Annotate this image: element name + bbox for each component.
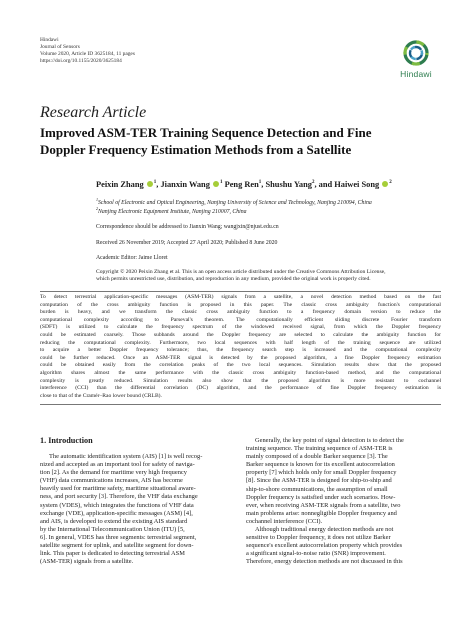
- title-line: Doppler Frequency Estimation Methods from a Satellite: [40, 142, 352, 157]
- author-name[interactable]: Haiwei Song: [334, 180, 380, 189]
- body-line: cochannel interference (CCI).: [246, 517, 323, 525]
- title-line: Improved ASM-TER Training Sequence Detection and Fine: [40, 125, 372, 140]
- body-line: satellite segment for uplink, and satellite segment for down-: [40, 542, 194, 550]
- abstract-line: close to that of the Cramér–Rao lower bound (CRLB).: [40, 392, 162, 399]
- affiliation: [96, 206, 247, 215]
- body-line: main problems arise: nonnegligible Doppler frequency and: [246, 509, 397, 517]
- body-line: property [7] which holds only for small Doppler frequency: [246, 469, 397, 477]
- body-line: link. This paper is dedicated to detecting terrestrial ASM: [40, 550, 185, 558]
- body-line: and AIS, is developed to extend the existing AIS standard: [40, 517, 188, 525]
- orcid-icon[interactable]: [147, 181, 153, 187]
- body-line: tion [2]. As the demand for maritime very high frequency: [40, 469, 187, 477]
- body-line: (ASM-TER) signals from a satellite.: [40, 558, 134, 566]
- hindawi-logo-wordmark: Hindawi: [400, 69, 432, 79]
- paper-title: [40, 124, 440, 158]
- abstract: [40, 294, 441, 400]
- article-type: Research Article: [40, 104, 147, 121]
- abstract-line: To detect terrestrial application-specific messages (ASM-TER) signals from a satellite, a novel detection method based on the fast: [40, 294, 441, 300]
- body-line: nized and accepted as an important tool for safety of naviga-: [40, 461, 195, 469]
- author-name[interactable]: Jianxin Wang: [160, 180, 210, 189]
- abstract-line: complexity is greatly reduced. Simulation results also show that the proposed algorithm is more resistant to cochannel: [40, 377, 441, 384]
- body-line: heavily used for maritime safety, maritime situational aware-: [40, 485, 196, 493]
- abstract-line: could be obtained easily from the correlation peaks of the two local sequences. Simulation results show that the proposed: [40, 362, 441, 369]
- academic-editor: Academic Editor: Jaime Lloret: [96, 255, 168, 261]
- body-line: Although traditional energy detection methods are not: [255, 526, 394, 534]
- body-line: Doppler frequency is satisfied under such scenarios. How-: [246, 493, 396, 501]
- orcid-icon[interactable]: [382, 181, 388, 187]
- abstract-bottom-rule: [40, 404, 441, 405]
- body-line: training sequence. The training sequence of ASM-TER is: [246, 445, 393, 453]
- section-heading: 1. Introduction: [40, 436, 93, 445]
- body-line: Barker sequence is known for its excellent autocorrelation: [246, 461, 395, 469]
- body-line: ship-to-shore communications, the assumption of small: [246, 485, 388, 493]
- affiliation-text: School of Electronic and Optical Engineering, Nanjing University of Science and Technology, Nanjing 210094, China: [98, 199, 372, 206]
- affiliation-text: Nanjing Electronic Equipment Institute, Nanjing 210007, China: [98, 208, 247, 215]
- abstract-line: burden is heavy, and we transform the classic cross ambiguity function to a frequency domain version to reduce the: [40, 309, 441, 316]
- right-column: [246, 437, 442, 567]
- affiliation-number: 1: [96, 197, 98, 202]
- body-line: ness, and port security [3]. Therefore, the VHF data exchange: [40, 493, 198, 501]
- author-affil-mark: 1: [258, 180, 262, 186]
- hindawi-logo: [394, 38, 438, 79]
- abstract-line: to acquire a better Doppler frequency tolerance; thus, the frequency search step is increased and the computational complexity: [40, 347, 441, 354]
- author-name[interactable]: Peng Ren: [224, 180, 259, 189]
- body-line: system (VDES), which integrates the functions of VHF data: [40, 501, 194, 509]
- affiliation-number: 2: [96, 206, 98, 211]
- copyright-line: Copyright © 2020 Peixin Zhang et al. This is an open access article distributed under the Creative Commons Attribution License,: [96, 269, 386, 275]
- abstract-top-rule: [40, 291, 441, 292]
- orcid-icon[interactable]: [213, 181, 219, 187]
- abstract-line: could be further reduced. Once an ASM-TER signal is detected by the proposed algorithm, a fine Doppler frequency estimation: [40, 354, 441, 361]
- copyright-line: which permits unrestricted use, distribution, and reproduction in any medium, provided the original work is properly cited.: [96, 276, 371, 283]
- abstract-line: could be estimated coarsely. Those subbands around the Doppler frequency are selected to calculate the ambiguity function for: [40, 331, 441, 338]
- abstract-line: (SDFT) is utilized to calculate the frequency spectrum of the windowed received signal, from which the Doppler frequency: [40, 324, 441, 331]
- journal-info: [40, 37, 135, 65]
- body-line: [8]. Since the ASM-TER is designed for ship-to-ship and: [246, 477, 392, 485]
- body-line: ever, when receiving ASM-TER signals from a satellite, two: [246, 501, 401, 509]
- body-line: by the International Telecommunication Union (ITU) [5,: [40, 525, 185, 533]
- abstract-line: computational complexity according to Parseval's theorem. The computationally efficient sliding discrete Fourier transform: [40, 316, 441, 323]
- correspondence: Correspondence should be addressed to Jianxin Wang; wangjxin@njust.edu.cn: [96, 224, 279, 230]
- journal-doi[interactable]: https://doi.org/10.1155/2020/3625184: [40, 58, 122, 64]
- author-name[interactable]: Shushu Yang: [265, 180, 312, 189]
- body-line: exchange (VDE), application-specific messages (ASM) [4],: [40, 509, 193, 517]
- author-list: Peixin Zhang $^1$, Jianxin Wang $^1$ Peng Ren$^1$, Shushu Yang$^2$, and Haiwei Song $^2$: [96, 180, 392, 189]
- hindawi-logo-icon: [401, 38, 431, 68]
- body-line: 6]. In general, VDES has three segments: terrestrial segment,: [40, 533, 197, 541]
- body-line: sequence's excellent autocorrelation property which provides: [246, 542, 403, 550]
- affiliation: [96, 197, 372, 206]
- abstract-line: interference (CCI) than the differential correlation (DC) algorithm, and the performance of fine Doppler frequency estimation is: [40, 385, 441, 392]
- left-column: [40, 453, 236, 566]
- author-affil-mark: 2: [311, 180, 315, 186]
- body-line: Therefore, energy detection methods are not discussed in this: [246, 558, 403, 566]
- journal-publisher: Hindawi: [40, 37, 59, 43]
- abstract-line: algorithm shares almost the same performance with the classic cross ambiguity function-based method, and the computational: [40, 369, 441, 376]
- body-line: mainly composed of a double Barker sequence [3]. The: [246, 453, 388, 461]
- copyright-notice: [96, 269, 441, 284]
- author-affil-mark: 1: [220, 180, 223, 186]
- body-line: Generally, the key point of signal detection is to detect the: [255, 437, 404, 444]
- journal-name: Journal of Sensors: [40, 44, 80, 50]
- body-line: a significant signal-to-noise ratio (SNR) improvement.: [246, 550, 386, 558]
- author-affil-mark: 1: [153, 180, 157, 186]
- author-affil-mark: 2: [389, 180, 392, 186]
- author-name[interactable]: Peixin Zhang: [96, 180, 144, 189]
- abstract-line: reducing the computational complexity. Furthermore, two local sequences with half length of the training sequence are utilized: [40, 339, 441, 346]
- abstract-line: computation of the cross ambiguity function is proposed in this paper. The classic cross ambiguity function's computational: [40, 301, 441, 308]
- body-line: The automatic identification system (AIS) [1] is well recog-: [49, 453, 203, 460]
- journal-volume: Volume 2020, Article ID 3625184, 11 pages: [40, 51, 135, 57]
- publication-dates: Received 26 November 2019; Accepted 27 April 2020; Published 8 June 2020: [96, 240, 278, 246]
- body-line: sensitive to Doppler frequency, it does not utilize Barker: [246, 534, 391, 542]
- body-line: (VHF) data communications increases, AIS has become: [40, 477, 183, 485]
